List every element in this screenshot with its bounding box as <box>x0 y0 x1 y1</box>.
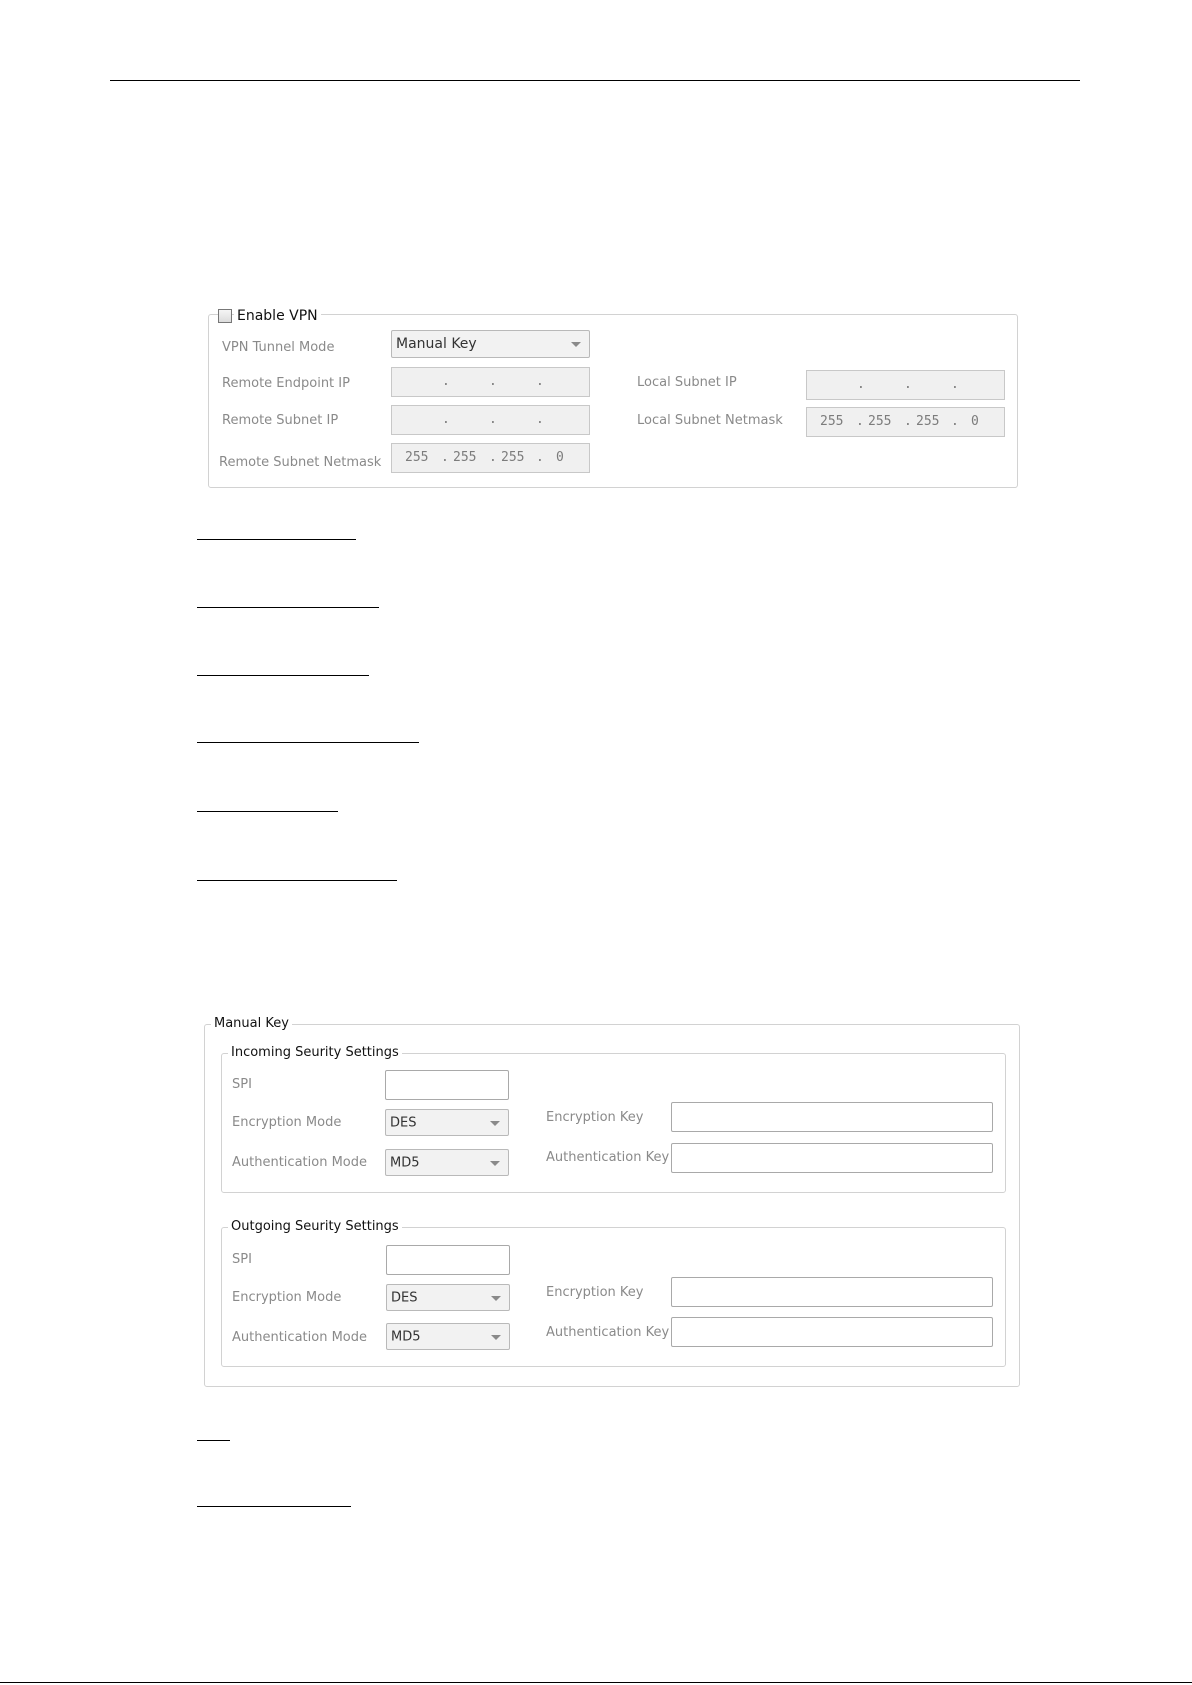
remote-subnet-ip-field[interactable]: . . . <box>391 405 590 435</box>
chevron-down-icon <box>491 1335 501 1340</box>
chevron-down-icon <box>490 1121 500 1126</box>
chevron-down-icon <box>491 1296 501 1301</box>
chevron-down-icon <box>490 1161 500 1166</box>
incoming-authentication-mode-select[interactable] <box>385 1149 509 1176</box>
incoming-authentication-mode-value: MD5 <box>390 1155 420 1170</box>
outgoing-authentication-key-label: Authentication Key <box>546 1325 670 1340</box>
redacted-heading-underline <box>197 1423 230 1441</box>
incoming-authentication-key-label: Authentication Key <box>546 1150 670 1165</box>
incoming-authentication-mode-label: Authentication Mode <box>232 1155 367 1170</box>
outgoing-authentication-mode-value: MD5 <box>391 1329 421 1344</box>
redacted-heading-underline <box>197 863 397 881</box>
redacted-heading-underline <box>197 794 338 812</box>
remote-endpoint-label: Remote Endpoint IP <box>222 376 350 391</box>
outgoing-spi-input[interactable] <box>386 1245 510 1275</box>
outgoing-encryption-mode-select[interactable] <box>386 1284 510 1311</box>
local-subnet-ip-field[interactable]: . . . <box>806 370 1005 400</box>
tunnel-mode-label: VPN Tunnel Mode <box>222 340 335 355</box>
netmask-octet-4: 0 <box>971 414 979 429</box>
outgoing-authentication-mode-label: Authentication Mode <box>232 1330 367 1345</box>
redacted-heading-underline <box>197 590 379 608</box>
chevron-down-icon <box>571 342 581 347</box>
netmask-octet-2: 255 <box>868 414 892 429</box>
redacted-heading-underline <box>197 1489 351 1507</box>
incoming-spi-input[interactable] <box>385 1070 509 1100</box>
incoming-encryption-mode-label: Encryption Mode <box>232 1115 342 1130</box>
remote-endpoint-ip-field[interactable]: . . . <box>391 367 590 397</box>
netmask-octet-2: 255 <box>453 450 477 465</box>
redacted-heading-underline <box>197 725 419 743</box>
outgoing-encryption-mode-label: Encryption Mode <box>232 1290 342 1305</box>
tunnel-mode-value: Manual Key <box>396 336 477 352</box>
outgoing-encryption-key-label: Encryption Key <box>546 1285 644 1300</box>
outgoing-encryption-mode-value: DES <box>391 1290 418 1305</box>
manual-key-title: Manual Key <box>211 1016 292 1032</box>
local-subnet-netmask-field[interactable]: 255 . 255 . 255 . 0 <box>806 407 1005 437</box>
netmask-octet-3: 255 <box>916 414 940 429</box>
incoming-spi-label: SPI <box>232 1077 252 1092</box>
remote-subnet-ip-label: Remote Subnet IP <box>222 413 339 428</box>
remote-subnet-netmask-field[interactable]: 255 . 255 . 255 . 0 <box>391 443 590 473</box>
incoming-encryption-key-label: Encryption Key <box>546 1110 644 1125</box>
redacted-heading-underline <box>197 658 369 676</box>
local-subnet-ip-label: Local Subnet IP <box>637 375 737 390</box>
outgoing-encryption-key-input[interactable] <box>671 1277 993 1307</box>
footer-rule <box>0 1682 1192 1683</box>
incoming-encryption-mode-value: DES <box>390 1115 417 1130</box>
enable-vpn-checkbox[interactable] <box>218 309 232 323</box>
netmask-octet-3: 255 <box>501 450 525 465</box>
remote-subnet-netmask-label: Remote Subnet Netmask <box>219 455 382 470</box>
redacted-heading-underline <box>197 522 356 540</box>
incoming-encryption-mode-select[interactable] <box>385 1109 509 1136</box>
outgoing-spi-label: SPI <box>232 1252 252 1267</box>
netmask-octet-1: 255 <box>820 414 844 429</box>
tunnel-mode-select[interactable] <box>391 330 590 358</box>
netmask-octet-4: 0 <box>556 450 564 465</box>
incoming-encryption-key-input[interactable] <box>671 1102 993 1132</box>
header-rule <box>110 80 1080 81</box>
outgoing-settings-title: Outgoing Seurity Settings <box>228 1219 402 1235</box>
enable-vpn-label: Enable VPN <box>234 308 321 324</box>
outgoing-authentication-key-input[interactable] <box>671 1317 993 1347</box>
local-subnet-netmask-label: Local Subnet Netmask <box>637 413 783 428</box>
incoming-settings-title: Incoming Seurity Settings <box>228 1045 402 1061</box>
netmask-octet-1: 255 <box>405 450 429 465</box>
incoming-authentication-key-input[interactable] <box>671 1143 993 1173</box>
outgoing-authentication-mode-select[interactable] <box>386 1323 510 1350</box>
